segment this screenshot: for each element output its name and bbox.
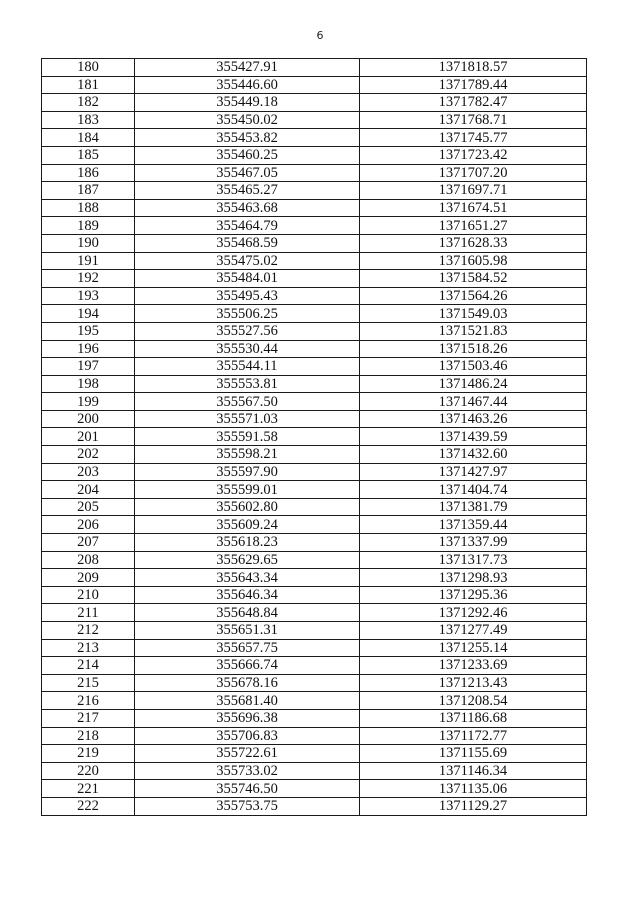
y-coordinate-cell: 1371404.74 <box>360 481 587 499</box>
y-coordinate-cell: 1371337.99 <box>360 534 587 552</box>
x-coordinate-cell: 355657.75 <box>135 639 360 657</box>
table-row <box>42 709 587 727</box>
y-coordinate-cell: 1371518.26 <box>360 340 587 358</box>
table-row <box>42 59 587 77</box>
coordinates-table-body <box>42 59 587 816</box>
x-coordinate-cell: 355460.25 <box>135 146 360 164</box>
x-coordinate-cell: 355646.34 <box>135 586 360 604</box>
x-coordinate-cell: 355530.44 <box>135 340 360 358</box>
point-number-cell: 188 <box>42 199 135 217</box>
point-number-cell: 206 <box>42 516 135 534</box>
y-coordinate-cell: 1371292.46 <box>360 604 587 622</box>
x-coordinate-cell: 355453.82 <box>135 129 360 147</box>
x-coordinate-cell: 355571.03 <box>135 410 360 428</box>
y-coordinate-cell: 1371295.36 <box>360 586 587 604</box>
table-row <box>42 498 587 516</box>
table-row <box>42 446 587 464</box>
x-coordinate-cell: 355591.58 <box>135 428 360 446</box>
x-coordinate-cell: 355484.01 <box>135 270 360 288</box>
x-coordinate-cell: 355464.79 <box>135 217 360 235</box>
x-coordinate-cell: 355598.21 <box>135 446 360 464</box>
x-coordinate-cell: 355643.34 <box>135 569 360 587</box>
x-coordinate-cell: 355666.74 <box>135 657 360 675</box>
table-row <box>42 375 587 393</box>
point-number-cell: 183 <box>42 111 135 129</box>
table-row <box>42 322 587 340</box>
y-coordinate-cell: 1371768.71 <box>360 111 587 129</box>
point-number-cell: 180 <box>42 59 135 77</box>
x-coordinate-cell: 355449.18 <box>135 94 360 112</box>
page-number: 6 <box>316 29 324 42</box>
point-number-cell: 195 <box>42 322 135 340</box>
table-row <box>42 516 587 534</box>
table-row <box>42 604 587 622</box>
table-row <box>42 586 587 604</box>
y-coordinate-cell: 1371186.68 <box>360 709 587 727</box>
table-row <box>42 780 587 798</box>
x-coordinate-cell: 355651.31 <box>135 622 360 640</box>
point-number-cell: 181 <box>42 76 135 94</box>
x-coordinate-cell: 355722.61 <box>135 745 360 763</box>
x-coordinate-cell: 355567.50 <box>135 393 360 411</box>
point-number-cell: 207 <box>42 534 135 552</box>
x-coordinate-cell: 355706.83 <box>135 727 360 745</box>
x-coordinate-cell: 355446.60 <box>135 76 360 94</box>
point-number-cell: 182 <box>42 94 135 112</box>
y-coordinate-cell: 1371503.46 <box>360 358 587 376</box>
table-row <box>42 146 587 164</box>
table-row <box>42 481 587 499</box>
point-number-cell: 215 <box>42 674 135 692</box>
y-coordinate-cell: 1371818.57 <box>360 59 587 77</box>
point-number-cell: 211 <box>42 604 135 622</box>
y-coordinate-cell: 1371172.77 <box>360 727 587 745</box>
point-number-cell: 214 <box>42 657 135 675</box>
y-coordinate-cell: 1371439.59 <box>360 428 587 446</box>
x-coordinate-cell: 355465.27 <box>135 182 360 200</box>
y-coordinate-cell: 1371317.73 <box>360 551 587 569</box>
point-number-cell: 205 <box>42 498 135 516</box>
table-row <box>42 393 587 411</box>
point-number-cell: 189 <box>42 217 135 235</box>
point-number-cell: 196 <box>42 340 135 358</box>
y-coordinate-cell: 1371605.98 <box>360 252 587 270</box>
table-row <box>42 199 587 217</box>
y-coordinate-cell: 1371213.43 <box>360 674 587 692</box>
y-coordinate-cell: 1371707.20 <box>360 164 587 182</box>
point-number-cell: 213 <box>42 639 135 657</box>
x-coordinate-cell: 355681.40 <box>135 692 360 710</box>
x-coordinate-cell: 355648.84 <box>135 604 360 622</box>
y-coordinate-cell: 1371745.77 <box>360 129 587 147</box>
table-row <box>42 287 587 305</box>
point-number-cell: 209 <box>42 569 135 587</box>
x-coordinate-cell: 355463.68 <box>135 199 360 217</box>
x-coordinate-cell: 355527.56 <box>135 322 360 340</box>
table-row <box>42 692 587 710</box>
table-row <box>42 797 587 815</box>
point-number-cell: 218 <box>42 727 135 745</box>
point-number-cell: 202 <box>42 446 135 464</box>
point-number-cell: 203 <box>42 463 135 481</box>
x-coordinate-cell: 355678.16 <box>135 674 360 692</box>
x-coordinate-cell: 355506.25 <box>135 305 360 323</box>
x-coordinate-cell: 355753.75 <box>135 797 360 815</box>
table-row <box>42 76 587 94</box>
table-row <box>42 674 587 692</box>
x-coordinate-cell: 355553.81 <box>135 375 360 393</box>
table-row <box>42 569 587 587</box>
table-row <box>42 252 587 270</box>
table-row <box>42 182 587 200</box>
table-row <box>42 129 587 147</box>
table-row <box>42 270 587 288</box>
point-number-cell: 197 <box>42 358 135 376</box>
y-coordinate-cell: 1371697.71 <box>360 182 587 200</box>
y-coordinate-cell: 1371486.24 <box>360 375 587 393</box>
point-number-cell: 210 <box>42 586 135 604</box>
point-number-cell: 220 <box>42 762 135 780</box>
x-coordinate-cell: 355733.02 <box>135 762 360 780</box>
y-coordinate-cell: 1371467.44 <box>360 393 587 411</box>
y-coordinate-cell: 1371463.26 <box>360 410 587 428</box>
x-coordinate-cell: 355495.43 <box>135 287 360 305</box>
y-coordinate-cell: 1371381.79 <box>360 498 587 516</box>
coordinates-table <box>41 58 587 816</box>
x-coordinate-cell: 355629.65 <box>135 551 360 569</box>
point-number-cell: 194 <box>42 305 135 323</box>
point-number-cell: 191 <box>42 252 135 270</box>
table-row <box>42 463 587 481</box>
y-coordinate-cell: 1371155.69 <box>360 745 587 763</box>
y-coordinate-cell: 1371129.27 <box>360 797 587 815</box>
point-number-cell: 190 <box>42 234 135 252</box>
y-coordinate-cell: 1371298.93 <box>360 569 587 587</box>
x-coordinate-cell: 355427.91 <box>135 59 360 77</box>
y-coordinate-cell: 1371208.54 <box>360 692 587 710</box>
y-coordinate-cell: 1371233.69 <box>360 657 587 675</box>
y-coordinate-cell: 1371782.47 <box>360 94 587 112</box>
point-number-cell: 204 <box>42 481 135 499</box>
y-coordinate-cell: 1371723.42 <box>360 146 587 164</box>
point-number-cell: 221 <box>42 780 135 798</box>
x-coordinate-cell: 355544.11 <box>135 358 360 376</box>
table-row <box>42 111 587 129</box>
table-row <box>42 551 587 569</box>
table-row <box>42 639 587 657</box>
x-coordinate-cell: 355602.80 <box>135 498 360 516</box>
y-coordinate-cell: 1371135.06 <box>360 780 587 798</box>
point-number-cell: 192 <box>42 270 135 288</box>
table-row <box>42 622 587 640</box>
x-coordinate-cell: 355450.02 <box>135 111 360 129</box>
y-coordinate-cell: 1371427.97 <box>360 463 587 481</box>
table-row <box>42 234 587 252</box>
y-coordinate-cell: 1371359.44 <box>360 516 587 534</box>
point-number-cell: 184 <box>42 129 135 147</box>
table-row <box>42 428 587 446</box>
y-coordinate-cell: 1371651.27 <box>360 217 587 235</box>
x-coordinate-cell: 355475.02 <box>135 252 360 270</box>
x-coordinate-cell: 355609.24 <box>135 516 360 534</box>
x-coordinate-cell: 355746.50 <box>135 780 360 798</box>
table-row <box>42 358 587 376</box>
table-row <box>42 745 587 763</box>
point-number-cell: 199 <box>42 393 135 411</box>
y-coordinate-cell: 1371584.52 <box>360 270 587 288</box>
y-coordinate-cell: 1371146.34 <box>360 762 587 780</box>
point-number-cell: 208 <box>42 551 135 569</box>
point-number-cell: 216 <box>42 692 135 710</box>
table-row <box>42 534 587 552</box>
point-number-cell: 212 <box>42 622 135 640</box>
point-number-cell: 201 <box>42 428 135 446</box>
y-coordinate-cell: 1371521.83 <box>360 322 587 340</box>
table-row <box>42 410 587 428</box>
y-coordinate-cell: 1371789.44 <box>360 76 587 94</box>
point-number-cell: 187 <box>42 182 135 200</box>
y-coordinate-cell: 1371255.14 <box>360 639 587 657</box>
point-number-cell: 222 <box>42 797 135 815</box>
table-row <box>42 340 587 358</box>
x-coordinate-cell: 355597.90 <box>135 463 360 481</box>
table-row <box>42 164 587 182</box>
x-coordinate-cell: 355468.59 <box>135 234 360 252</box>
point-number-cell: 185 <box>42 146 135 164</box>
table-row <box>42 727 587 745</box>
y-coordinate-cell: 1371564.26 <box>360 287 587 305</box>
table-row <box>42 305 587 323</box>
y-coordinate-cell: 1371432.60 <box>360 446 587 464</box>
point-number-cell: 198 <box>42 375 135 393</box>
x-coordinate-cell: 355599.01 <box>135 481 360 499</box>
x-coordinate-cell: 355618.23 <box>135 534 360 552</box>
point-number-cell: 193 <box>42 287 135 305</box>
y-coordinate-cell: 1371549.03 <box>360 305 587 323</box>
point-number-cell: 200 <box>42 410 135 428</box>
table-row <box>42 657 587 675</box>
y-coordinate-cell: 1371277.49 <box>360 622 587 640</box>
point-number-cell: 186 <box>42 164 135 182</box>
table-row <box>42 762 587 780</box>
table-row <box>42 94 587 112</box>
x-coordinate-cell: 355467.05 <box>135 164 360 182</box>
y-coordinate-cell: 1371628.33 <box>360 234 587 252</box>
point-number-cell: 219 <box>42 745 135 763</box>
table-row <box>42 217 587 235</box>
x-coordinate-cell: 355696.38 <box>135 709 360 727</box>
y-coordinate-cell: 1371674.51 <box>360 199 587 217</box>
point-number-cell: 217 <box>42 709 135 727</box>
